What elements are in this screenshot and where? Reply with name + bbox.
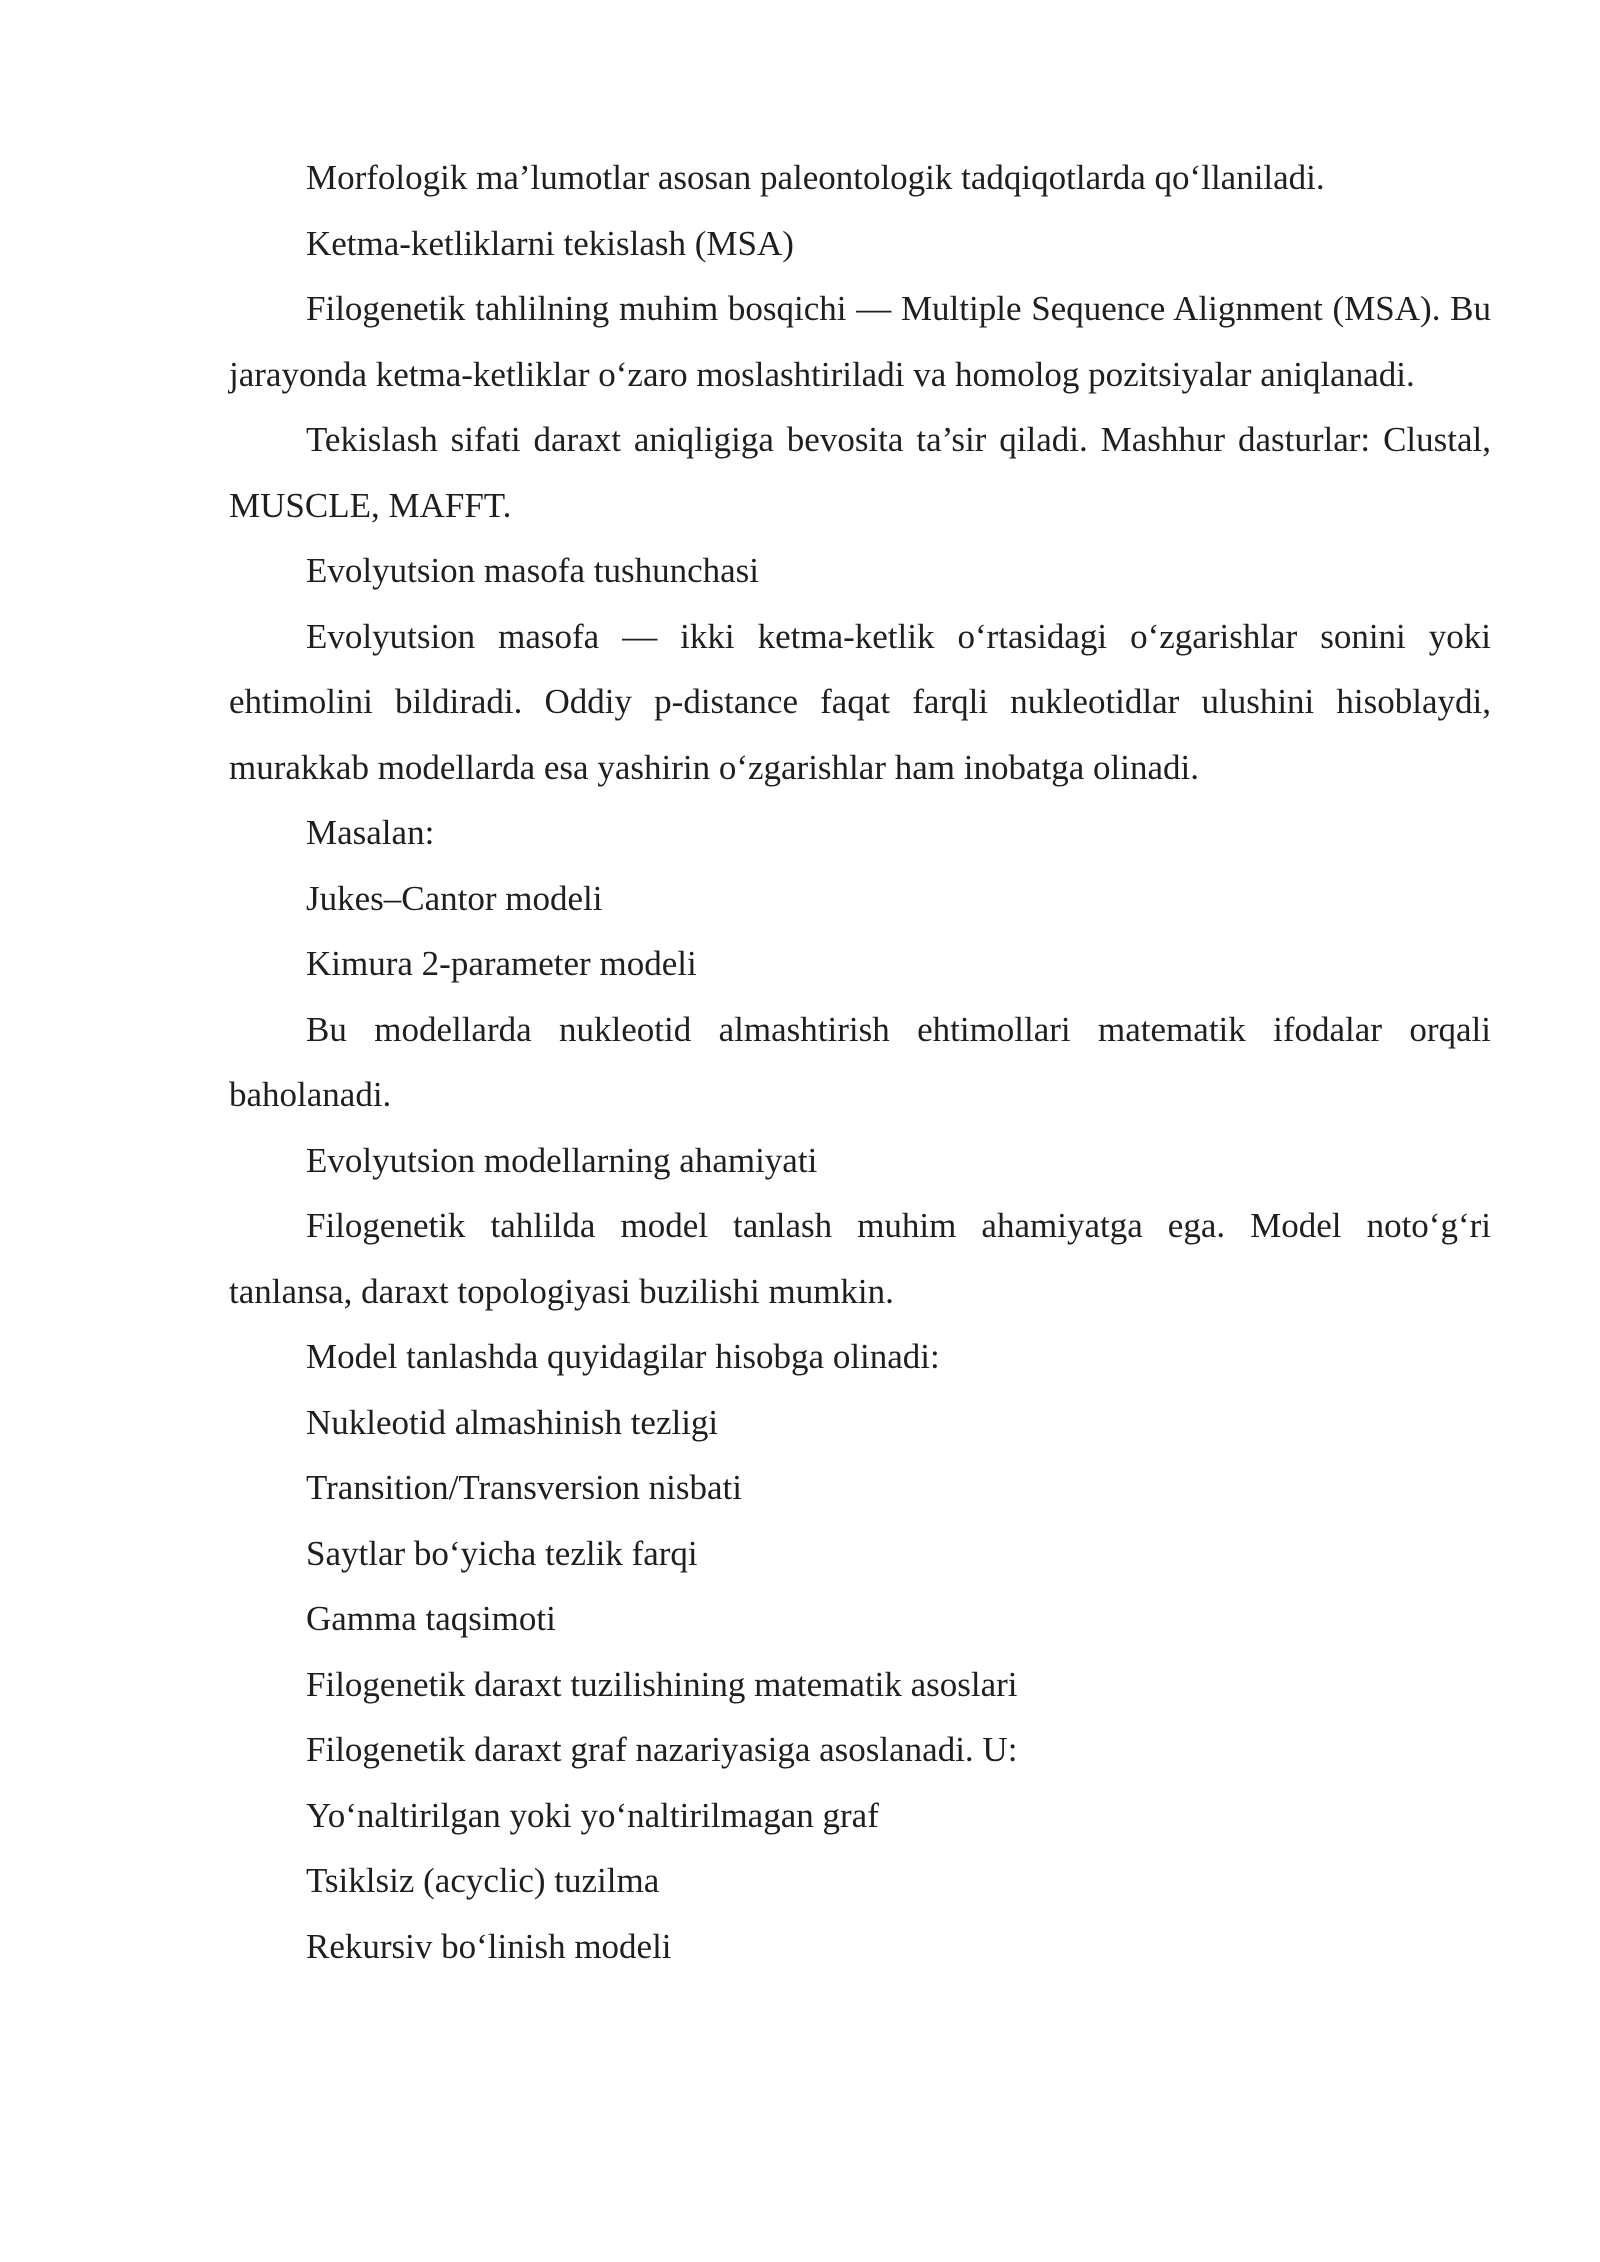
paragraph-selection-criteria: Model tanlashda quyidagilar hisobga olinadi: — [306, 1337, 940, 1376]
heading-math-foundations: Filogenetik daraxt tuzilishining matematik asoslari — [306, 1664, 1018, 1704]
list-item-ti-tv-ratio: Transition/Transversion nisbati — [306, 1468, 742, 1507]
document-body — [229, 145, 1491, 1979]
heading-model-importance: Evolyutsion modellarning ahamiyati — [306, 1140, 818, 1180]
paragraph-msa-description: Filogenetik tahlilning muhim bosqichi — Multiple Sequence Alignment (MSA). Bu jarayonda ketma-ketliklar o‘zaro moslashtiriladi va homolog pozitsiyalar aniqlanadi. — [229, 289, 1491, 394]
list-item-directed-graph: Yo‘naltirilgan yoki yo‘naltirilmagan graf — [306, 1795, 879, 1835]
list-item-gamma: Gamma taqsimoti — [306, 1599, 556, 1638]
heading-msa: Ketma-ketliklarni tekislash (MSA) — [306, 223, 794, 263]
list-item-acyclic: Tsiklsiz (acyclic) tuzilma — [306, 1861, 660, 1900]
heading-evolutionary-distance: Evolyutsion masofa tushunchasi — [306, 551, 760, 590]
list-item-recursive: Rekursiv bo‘linish modeli — [306, 1926, 672, 1966]
list-item-site-rate-variation: Saytlar bo‘yicha tezlik farqi — [306, 1533, 698, 1573]
list-item-substitution-rate: Nukleotid almashinish tezligi — [306, 1402, 719, 1442]
list-item-kimura: Kimura 2-parameter modeli — [306, 944, 697, 983]
paragraph-alignment-quality: Tekislash sifati daraxt aniqligiga bevosita ta’sir qiladi. Mashhur dasturlar: Clustal, MUSCLE, MAFFT. — [229, 420, 1491, 525]
paragraph-graph-theory: Filogenetik daraxt graf nazariyasiga asoslanadi. U: — [306, 1730, 1018, 1769]
paragraph-evolutionary-distance: Evolyutsion masofa — ikki ketma-ketlik o‘rtasidagi o‘zgarishlar sonini yoki ehtimolini bildiradi. Oddiy p-distance faqat farqli nukleotidlar ulushini hisoblaydi, murakkab modellarda esa yashirin o‘zgarishlar ham inobatga olinadi. — [229, 616, 1491, 787]
paragraph-model-selection: Filogenetik tahlilda model tanlash muhim ahamiyatga ega. Model noto‘g‘ri tanlansa, daraxt topologiyasi buzilishi mumkin. — [229, 1206, 1491, 1311]
list-item-jukes-cantor: Jukes–Cantor modeli — [306, 878, 603, 918]
paragraph-morfologik: Morfologik ma’lumotlar asosan paleontologik tadqiqotlarda qo‘llaniladi. — [306, 158, 1325, 197]
paragraph-model-probabilities: Bu modellarda nukleotid almashtirish ehtimollari matematik ifodalar orqali baholanadi. — [229, 1009, 1491, 1114]
paragraph-masalan: Masalan: — [306, 813, 435, 852]
